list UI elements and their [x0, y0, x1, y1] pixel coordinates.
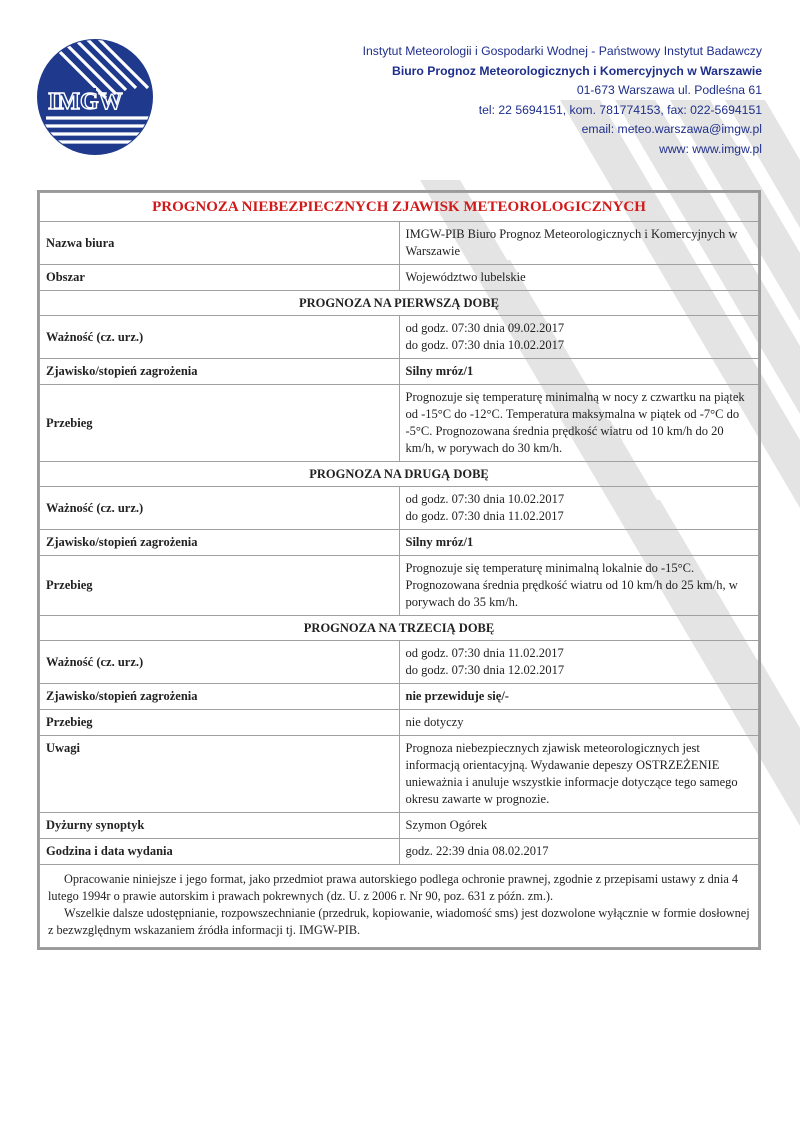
remarks-value: Prognoza niebezpiecznych zjawisk meteorologicznych jest informacją orientacyjną. Wydawanie depeszy OSTRZEŻENIE unieważnia i anuluje wszystkie informacje dotyczące tego samego okresu zawarte w prognozie.	[399, 736, 759, 813]
institute-name: Instytut Meteorologii i Gospodarki Wodnej - Państwowy Instytut Badawczy	[362, 44, 762, 58]
day1-phenomenon: Silny mróz/1	[399, 359, 759, 385]
day1-heading: PROGNOZA NA PIERWSZĄ DOBĘ	[40, 291, 759, 316]
day2-validity-from: od godz. 07:30 dnia 10.02.2017	[405, 492, 565, 506]
day2-validity-label: Ważność (cz. urz.)	[40, 487, 400, 530]
area-value: Województwo lubelskie	[399, 265, 759, 291]
day3-validity-to: do godz. 07:30 dnia 12.02.2017	[405, 663, 565, 677]
day3-validity-from: od godz. 07:30 dnia 11.02.2017	[405, 646, 564, 660]
office-label: Nazwa biura	[40, 222, 400, 265]
day3-course-label: Przebieg	[40, 710, 400, 736]
day1-validity-label: Ważność (cz. urz.)	[40, 316, 400, 359]
email-line: email: meteo.warszawa@imgw.pl	[581, 122, 762, 136]
day1-phenomenon-label: Zjawisko/stopień zagrożenia	[40, 359, 400, 385]
day1-course: Prognozuje się temperaturę minimalną w nocy z czwartku na piątek od -15°C do -12°C. Temperatura maksymalna w piątek od -7°C do -5°C. Prognozowana średnia prędkość wiatru od 10 km/h do 20 km/h, w porywach do 30 km/h.	[399, 385, 759, 462]
day1-validity-to: do godz. 07:30 dnia 10.02.2017	[405, 338, 565, 352]
day3-phenomenon: nie przewiduje się/-	[399, 684, 759, 710]
day2-course: Prognozuje się temperaturę minimalną lokalnie do -15°C. Prognozowana średnia prędkość wiatru od 10 km/h do 25 km/h, w porywach do 35 km/h.	[399, 556, 759, 616]
forecast-form	[37, 190, 761, 950]
day2-phenomenon: Silny mróz/1	[399, 530, 759, 556]
day3-phenomenon-label: Zjawisko/stopień zagrożenia	[40, 684, 400, 710]
forecaster-label: Dyżurny synoptyk	[40, 813, 400, 839]
day1-validity-from: od godz. 07:30 dnia 09.02.2017	[405, 321, 565, 335]
day2-course-label: Przebieg	[40, 556, 400, 616]
document-title: PROGNOZA NIEBEZPIECZNYCH ZJAWISK METEOROLOGICZNYCH	[40, 193, 759, 222]
address: 01-673 Warszawa ul. Podleśna 61	[576, 83, 762, 97]
forecaster-value: Szymon Ogórek	[399, 813, 759, 839]
forecast-table	[39, 192, 759, 948]
day1-course-label: Przebieg	[40, 385, 400, 462]
redistribution-paragraph: Wszelkie dalsze udostępnianie, rozpowszechnianie (przedruk, kopiowanie, wiadomość sms) jest dozwolone wyłącznie w formie dosłownej z bezwzględnym wskazaniem źródła informacji tj. IMGW-PIB.	[48, 906, 750, 937]
day3-validity-label: Ważność (cz. urz.)	[40, 641, 400, 684]
issued-label: Godzina i data wydania	[40, 839, 400, 865]
imgw-logo	[36, 38, 154, 156]
phone-line: tel: 22 5694151, kom. 781774153, fax: 022-5694151	[478, 102, 762, 117]
area-label: Obszar	[40, 265, 400, 291]
day3-validity	[399, 641, 759, 684]
institute-header	[363, 42, 762, 159]
office-value: IMGW-PIB Biuro Prognoz Meteorologicznych i Komercyjnych w Warszawie	[399, 222, 759, 265]
day2-validity-to: do godz. 07:30 dnia 11.02.2017	[405, 509, 564, 523]
website-line: www: www.imgw.pl	[659, 141, 762, 156]
remarks-label: Uwagi	[40, 736, 400, 813]
office-name: Biuro Prognoz Meteorologicznych i Komercyjnych w Warszawie	[392, 63, 762, 78]
day3-course: nie dotyczy	[399, 710, 759, 736]
day1-validity	[399, 316, 759, 359]
day2-phenomenon-label: Zjawisko/stopień zagrożenia	[40, 530, 400, 556]
day2-heading: PROGNOZA NA DRUGĄ DOBĘ	[40, 462, 759, 487]
day3-heading: PROGNOZA NA TRZECIĄ DOBĘ	[40, 616, 759, 641]
day2-validity	[399, 487, 759, 530]
issued-value: godz. 22:39 dnia 08.02.2017	[399, 839, 759, 865]
copyright-paragraph: Opracowanie niniejsze i jego format, jako przedmiot prawa autorskiego podlega ochronie prawnej, zgodnie z przepisami ustawy z dnia 4 lutego 1994r o prawie autorskim i prawach pokrewnych (dz. U. z 2006 r. Nr 90, poz. 631 z późn. zm.).	[48, 872, 739, 903]
copyright-footer	[40, 865, 759, 948]
logo-text: IMGW	[48, 89, 123, 115]
